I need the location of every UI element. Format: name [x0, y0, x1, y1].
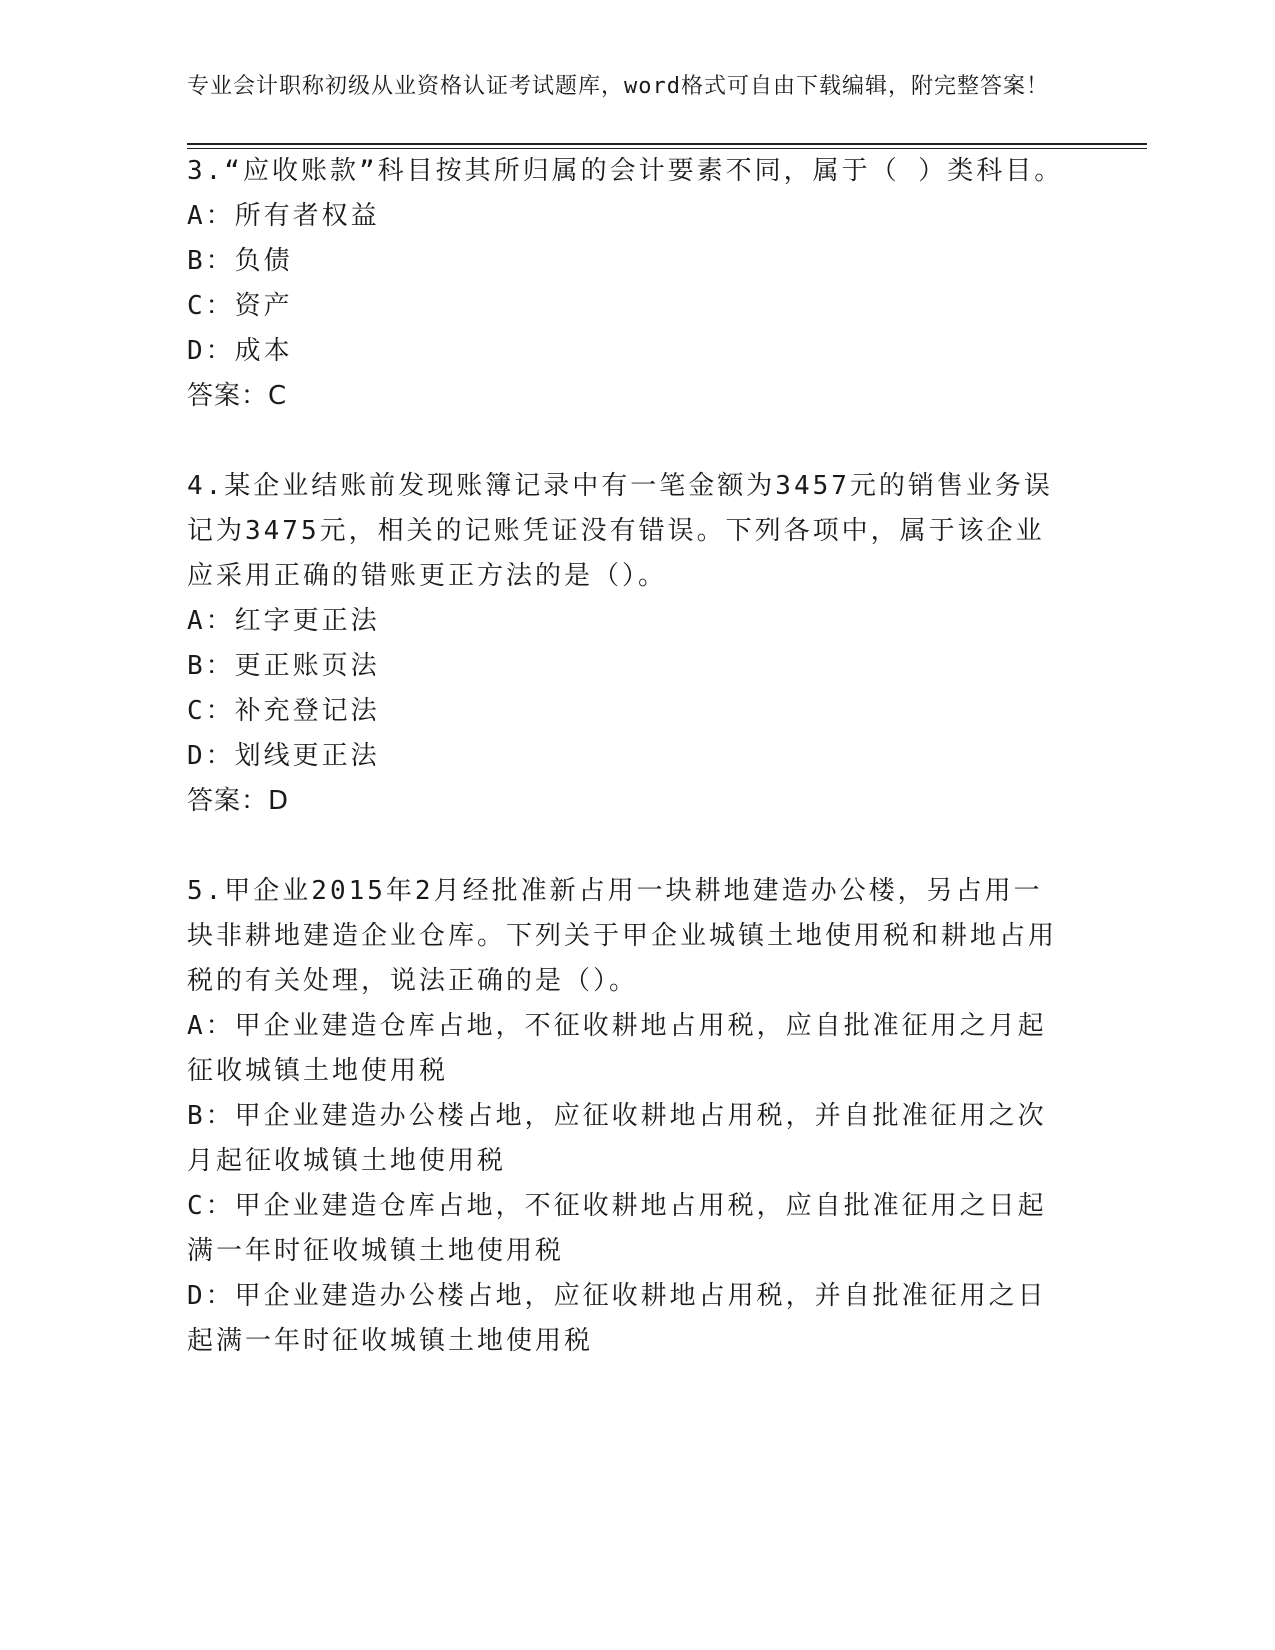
question-spacer: [187, 824, 1147, 869]
answer-line: 答案：C: [187, 381, 288, 411]
question-4: [187, 464, 1067, 824]
document-header: 专业会计职称初级从业资格认证考试题库，word格式可自由下载编辑，附完整答案！: [187, 74, 1049, 99]
question-spacer: [187, 419, 1147, 464]
option-b: B：负债: [187, 246, 293, 276]
option-a: A：所有者权益: [187, 201, 380, 231]
question-stem: 3.“应收账款”科目按其所归属的会计要素不同，属于（ ）类科目。: [187, 156, 1064, 186]
option-c: C：补充登记法: [187, 696, 380, 726]
option-c: C：资产: [187, 291, 293, 321]
document-page: [187, 70, 1147, 1364]
option-d: D：甲企业建造办公楼占地，应征收耕地占用税，并自批准征用之日起满一年时征收城镇土地使用税: [187, 1281, 1047, 1356]
option-b: B：更正账页法: [187, 651, 380, 681]
question-5: [187, 869, 1067, 1364]
option-b: B：甲企业建造办公楼占地，应征收耕地占用税，并自批准征用之次月起征收城镇土地使用税: [187, 1101, 1047, 1176]
option-c: C：甲企业建造仓库占地，不征收耕地占用税，应自批准征用之日起满一年时征收城镇土地使用税: [187, 1191, 1047, 1266]
option-a: A：红字更正法: [187, 606, 380, 636]
question-3: [187, 149, 1067, 419]
option-a: A：甲企业建造仓库占地，不征收耕地占用税，应自批准征用之月起征收城镇土地使用税: [187, 1011, 1047, 1086]
question-stem: 5.甲企业2015年2月经批准新占用一块耕地建造办公楼，另占用一块非耕地建造企业仓库。下列关于甲企业城镇土地使用税和耕地占用税的有关处理，说法正确的是（）。: [187, 876, 1058, 996]
option-d: D：划线更正法: [187, 741, 380, 771]
answer-line: 答案：D: [187, 786, 290, 816]
option-d: D：成本: [187, 336, 293, 366]
question-stem: 4.某企业结账前发现账簿记录中有一笔金额为3457元的销售业务误记为3475元，相关的记账凭证没有错误。下列各项中，属于该企业应采用正确的错账更正方法的是（）。: [187, 471, 1053, 591]
